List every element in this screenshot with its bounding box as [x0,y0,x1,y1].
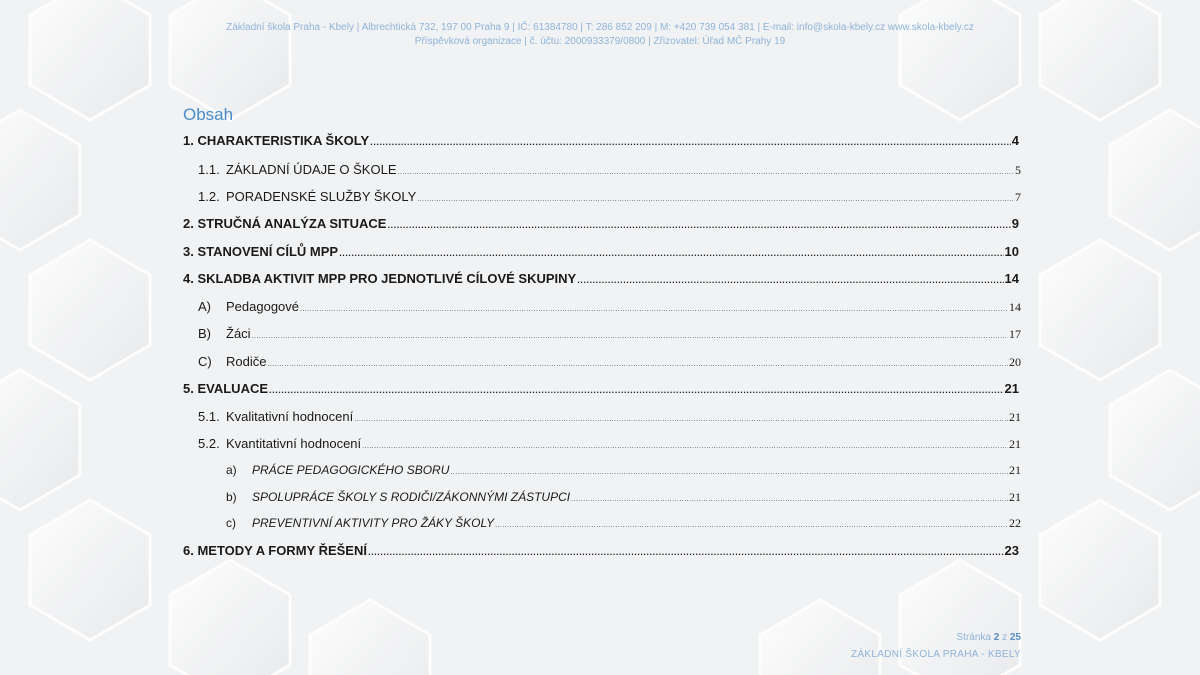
toc-entry-number: b) [226,490,237,504]
toc-entry-text: PORADENSKÉ SLUŽBY ŠKOLY [226,189,417,204]
toc-entry-text: METODY A FORMY ŘEŠENÍ [197,543,367,558]
toc-entry-text: STANOVENÍ CÍLŮ MPP [197,244,339,259]
toc-entry-text: STRUČNÁ ANALÝZA SITUACE [197,216,387,231]
toc-entry[interactable] [183,381,1019,396]
toc-entry-page: 22 [1009,516,1021,530]
toc-entry-number: C) [198,354,212,369]
toc-entry-number: B) [198,326,211,341]
current-page: 2 [993,632,1000,643]
dot-leader [368,549,1004,557]
toc-entry-number: a) [226,463,237,477]
toc-entry[interactable] [198,354,1021,370]
toc-entry[interactable] [183,244,1019,259]
toc-entry-text: Rodiče [226,354,267,369]
toc-entry-page: 21 [1004,381,1019,396]
toc-entry-text: CHARAKTERISTIKA ŠKOLY [197,133,370,148]
toc-entry-page: 23 [1004,543,1019,558]
dot-leader [252,333,1008,340]
toc-entry-page: 9 [1011,216,1019,231]
dot-leader [495,522,1008,529]
toc-entry-page: 21 [1009,463,1021,477]
toc-entry[interactable] [198,409,1021,425]
dot-leader [398,169,1015,176]
toc-entry-number: 5.1. [198,409,220,424]
letterhead [0,21,1200,49]
dot-leader [577,277,1003,285]
toc-entry[interactable] [198,299,1021,315]
toc-entry-page: 14 [1004,271,1019,286]
dot-leader [370,139,1011,147]
toc-entry[interactable] [183,271,1019,286]
dot-leader [300,306,1008,313]
toc-entry-number: 3. [183,244,194,259]
toc-entry-number: c) [226,516,236,530]
page-word: Stránka [956,632,991,643]
dot-leader [339,250,1003,258]
toc-entry-page: 17 [1009,327,1021,341]
toc-entry-page: 14 [1009,300,1021,314]
toc-entry-text: Kvantitativní hodnocení [226,436,362,451]
dot-leader [387,222,1010,230]
toc-entry-text: EVALUACE [197,381,269,396]
toc-entry-page: 10 [1004,244,1019,259]
toc-entry-page: 20 [1009,355,1021,369]
toc-entry[interactable] [183,216,1019,231]
toc-entry[interactable] [198,162,1021,178]
toc-entry-text: Pedagogové [226,299,300,314]
toc-entry-text: PRÁCE PEDAGOGICKÉHO SBORU [252,463,450,477]
dot-leader [571,496,1008,503]
letterhead-org-line: Příspěvková organizace | č. účtu: 2000933379/0800 | Zřizovatel: Úřad MČ Prahy 19 [414,36,786,47]
toc-entry[interactable] [198,326,1021,342]
toc-entry-page: 21 [1009,410,1021,424]
dot-leader [450,469,1008,476]
toc-entry-page: 21 [1009,490,1021,504]
dot-leader [267,361,1008,368]
toc-entry-page: 4 [1011,133,1019,148]
dot-leader [362,443,1008,450]
of-word: z [1002,632,1008,643]
toc-entry[interactable] [183,543,1019,558]
toc-entry-number: A) [198,299,211,314]
toc-entry[interactable] [226,463,1021,478]
toc-entry[interactable] [198,436,1021,452]
toc-entry-text: Kvalitativní hodnocení [226,409,354,424]
toc-entry-text: PREVENTIVNÍ AKTIVITY PRO ŽÁKY ŠKOLY [252,516,495,530]
toc-entry[interactable] [198,189,1021,205]
toc-entry-number: 1. [183,133,194,148]
dot-leader [269,387,1004,395]
toc-entry-text: SKLADBA AKTIVIT MPP PRO JEDNOTLIVÉ CÍLOVÉ SKUPINY [197,271,577,286]
toc-entry-text: ZÁKLADNÍ ÚDAJE O ŠKOLE [226,162,397,177]
dot-leader [354,416,1008,423]
page-number [957,632,1022,643]
letterhead-address-line: Základní škola Praha - Kbely | Albrechtická 732, 197 00 Praha 9 | IČ: 61384780 | T: 286 852 209 | M: +420 739 054 381 | E-mail: info@skola-kbely.cz www.skola-kbely.cz [226,22,974,33]
toc-entry-number: 1.1. [198,162,220,177]
toc-entry-number: 1.2. [198,189,220,204]
toc-entry[interactable] [183,133,1019,148]
total-pages: 25 [1009,632,1021,643]
toc-entry-number: 5.2. [198,436,220,451]
toc-entry-page: 7 [1015,190,1021,204]
toc-entry-text: Žáci [226,326,251,341]
toc-entry-number: 4. [183,271,194,286]
toc-entry-page: 21 [1009,437,1021,451]
toc-entry-page: 5 [1015,163,1021,177]
toc-entry[interactable] [226,490,1021,505]
toc-entry[interactable] [226,516,1021,531]
toc-entry-number: 5. [183,381,194,396]
toc-entry-text: SPOLUPRÁCE ŠKOLY S RODIČI/ZÁKONNÝMI ZÁSTUPCI [252,490,571,504]
footer-school-name: ZÁKLADNÍ ŠKOLA PRAHA - KBELY [851,649,1021,660]
toc-entry-number: 6. [183,543,194,558]
toc-entry-number: 2. [183,216,194,231]
dot-leader [417,196,1014,203]
toc-title: Obsah [183,105,234,124]
